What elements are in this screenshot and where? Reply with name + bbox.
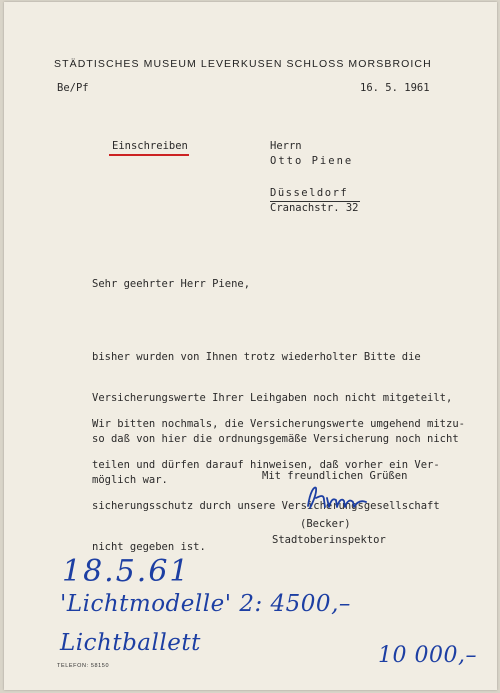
letter-sheet bbox=[4, 2, 497, 690]
signer-name: (Becker) bbox=[300, 518, 351, 530]
red-underline bbox=[109, 154, 189, 156]
paragraph-1-line: Versicherungswerte Ihrer Leihgaben noch nicht mitgeteilt, bbox=[92, 392, 453, 404]
registered-mail-label: Einschreiben bbox=[112, 140, 188, 152]
paragraph-2-line: Wir bitten nochmals, die Versicherungswerte umgehend mitzu- bbox=[92, 418, 465, 430]
paragraph-1-line: bisher wurden von Ihnen trotz wiederholter Bitte die bbox=[92, 351, 421, 363]
paragraph-1-line: möglich war. bbox=[92, 474, 168, 486]
recipient-salutation: Herrn bbox=[270, 140, 302, 152]
handwritten-amount: 10 000,– bbox=[378, 643, 477, 668]
handwritten-signature bbox=[300, 480, 380, 516]
recipient-name: Otto Piene bbox=[270, 155, 354, 167]
handwritten-date: 18.5.61 bbox=[62, 554, 191, 589]
recipient-street: Cranachstr. 32 bbox=[270, 202, 359, 214]
signer-title: Stadtoberinspektor bbox=[272, 534, 386, 546]
recipient-city: Düsseldorf bbox=[270, 187, 349, 199]
closing: Mit freundlichen Grüßen bbox=[262, 470, 408, 482]
paragraph-2-line: sicherungsschutz durch unsere Versicherungsgesellschaft bbox=[92, 500, 440, 512]
paragraph-2 bbox=[92, 392, 465, 580]
greeting: Sehr geehrter Herr Piene, bbox=[92, 278, 251, 290]
paragraph-2-line: nicht gegeben ist. bbox=[92, 541, 206, 553]
reference-code: Be/Pf bbox=[57, 82, 89, 94]
paragraph-1-line: so daß von hier die ordnungsgemäße Versicherung noch nicht bbox=[92, 433, 459, 445]
letterhead: STÄDTISCHES MUSEUM LEVERKUSEN SCHLOSS MORSBROICH bbox=[54, 58, 432, 70]
letter-date: 16. 5. 1961 bbox=[360, 82, 430, 94]
paragraph-2-line: teilen und dürfen darauf hinweisen, daß vorher ein Ver- bbox=[92, 459, 440, 471]
handwritten-note-line1: 'Lichtmodelle' 2: 4500,– bbox=[60, 591, 351, 617]
handwritten-note-line2: Lichtballett bbox=[60, 630, 201, 656]
telephone-footer: TELEFON: 58150 bbox=[57, 663, 110, 669]
